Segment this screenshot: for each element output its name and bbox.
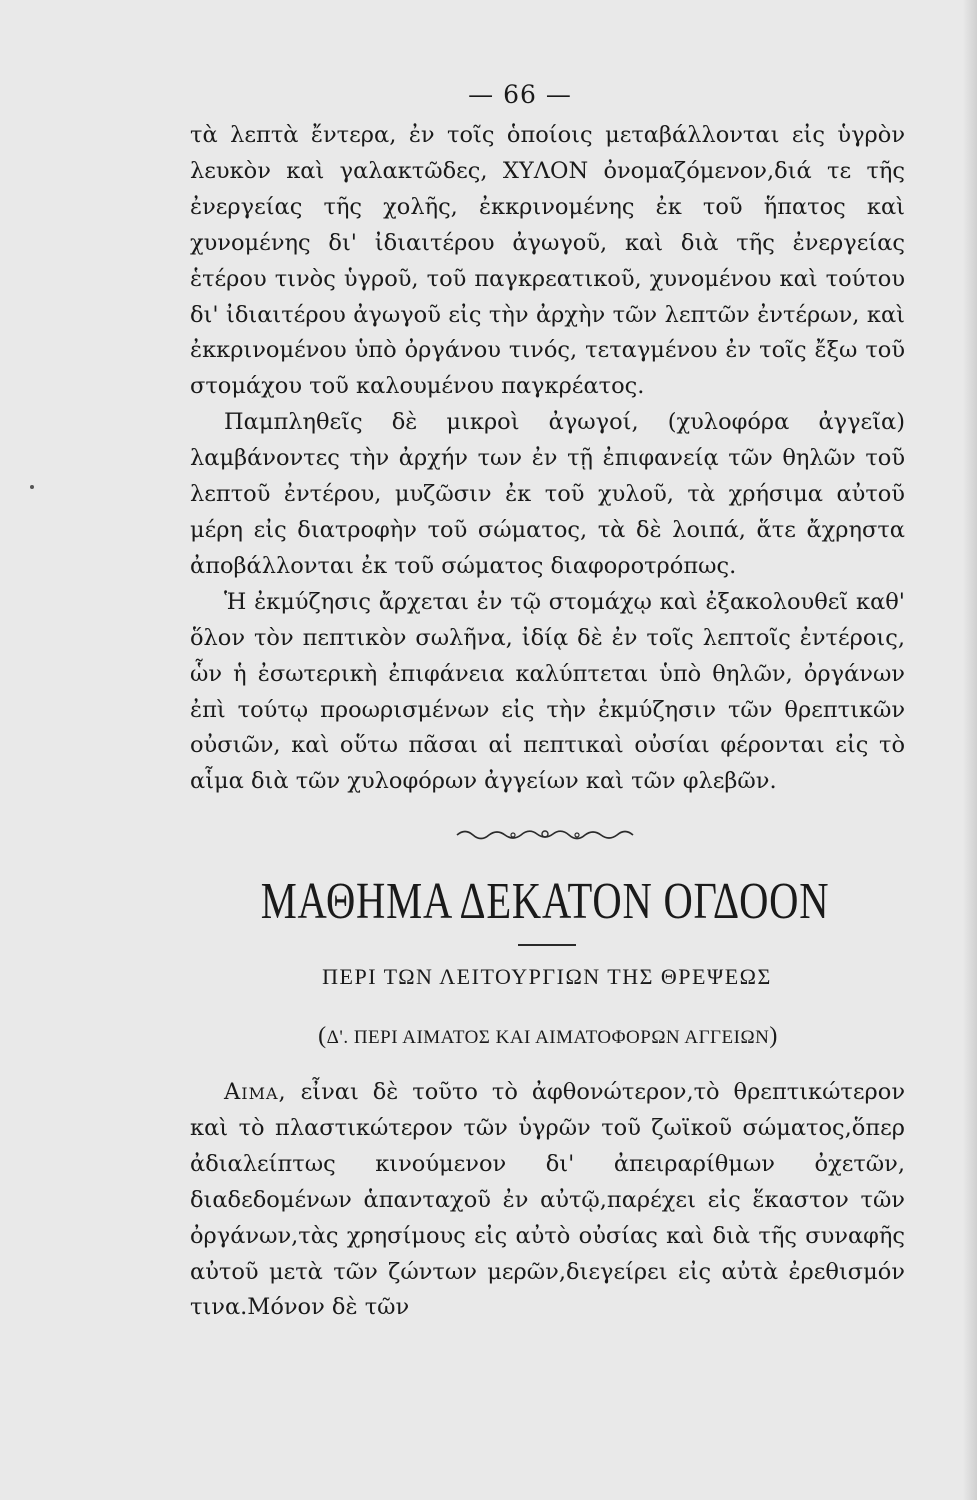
title-underline [518,944,576,946]
paragraph-blood [190,1075,905,1326]
text-block-top [190,118,905,800]
section-close-paren: ) [769,1023,778,1049]
chapter-title: ΜΑΘΗΜΑ ΔΕΚΑΤΟΝ ΟΓΔΟΟΝ [260,873,830,930]
paragraph-lacteals: Παμπληθεῖς δὲ μικροὶ ἀγωγοί, (χυλοφόρα ἀγγεῖα) λαμβάνοντες τὴν ἀρχήν των ἐν τῇ ἐπιφανείᾳ τῶν θηλῶν τοῦ λεπτοῦ ἐντέρου, μυζῶσιν ἐκ τοῦ χυλοῦ, τὰ χρήσιμα αὐτοῦ μέρη εἰς διατροφὴν τοῦ σώματος, τὰ δὲ λοιπά, ἅτε ἄχρηστα ἀποβάλλονται ἐκ τοῦ σώματος διαφοροτρόπως. [190,409,905,579]
section-heading [0,1023,977,1050]
lead-word: Αιμα, [224,1079,287,1105]
page-edge-shadow [963,0,977,1500]
ornament-divider [455,826,635,842]
paragraph-chyle: τὰ λεπτὰ ἔντερα, ἐν τοῖς ὁποίοις μεταβάλλονται εἰς ὑγρὸν λευκὸν καὶ γαλακτῶδες, ΧΥΛΟΝ ὀνομαζόμενον,διά τε τῆς ἐνεργείας τῆς χολῆς, ἐκκρινομένης ἐκ τοῦ ἥπατος καὶ χυνομένης δι' ἰδιαιτέρου ἀγωγοῦ, καὶ διὰ τῆς ἐνεργείας ἑτέρου τινὸς ὑγροῦ, τοῦ παγκρεατικοῦ, χυνομένου καὶ τούτου δι' ἰδιαιτέρου ἀγωγοῦ εἰς τὴν ἀρχὴν τῶν λεπτῶν ἐντέρων, καὶ ἐκκρινομένου ὑπὸ ὀργάνου τινός, τεταγμένου ἐν τοῖς ἔξω τοῦ στομάχου τοῦ καλουμένου παγκρέατος. [190,122,905,400]
paragraph-absorption: Ἡ ἐκμύζησις ἄρχεται ἐν τῷ στομάχῳ καὶ ἐξακολουθεῖ καθ' ὅλον τὸν πεπτικὸν σωλῆνα, ἰδίᾳ δὲ ἐν τοῖς λεπτοῖς ἐντέροις, ὧν ἡ ἐσωτερικὴ ἐπιφάνεια καλύπτεται ὑπὸ θηλῶν, ὀργάνων ἐπὶ τούτῳ προωρισμένων εἰς τὴν ἐκμύζησιν τῶν θρεπτικῶν οὐσιῶν, καὶ οὕτω πᾶσαι αἱ πεπτικαὶ οὐσίαι φέρονται εἰς τὸ αἷμα διὰ τῶν χυλοφόρων ἀγγείων καὶ τῶν φλεβῶν. [190,588,905,795]
chapter-subtitle: ΠΕΡΙ ΤΩΝ ΛΕΙΤΟΥΡΓΙΩΝ ΤΗΣ ΘΡΕΨΕΩΣ [322,964,772,989]
paragraph-blood-text: εἶναι δὲ τοῦτο τὸ ἀφθονώτερον,τὸ θρεπτικώτερον καὶ τὸ πλαστικώτερον τῶν ὑγρῶν τοῦ ζωϊκοῦ σώματος,ὅπερ ἀδιαλείπτως κινούμενον δι' ἀπειραρίθμων ὀχετῶν, διαδεδομένων ἁπανταχοῦ ἐν αὐτῷ,παρέχει εἰς ἕκαστον τῶν ὀργάνων,τὰς χρησίμους εἰς αὐτὸ οὐσίας καὶ διὰ τῆς συναφῆς αὐτοῦ μετὰ τῶν ζώντων μερῶν,διεγείρει εἰς αὐτὰ ἐρεθισμόν τινα.Μόνον δὲ τῶν [190,1079,905,1321]
section-heading-label: Δ'. ΠΕΡΙ ΑΙΜΑΤΟΣ ΚΑΙ ΑΙΜΑΤΟΦΟΡΩΝ ΑΓΓΕΙΩΝ [326,1027,770,1048]
section-open-paren: ( [318,1023,327,1049]
margin-speck [30,485,34,489]
text-block-bottom [190,1075,905,1326]
page-number: — 66 — [468,80,572,109]
